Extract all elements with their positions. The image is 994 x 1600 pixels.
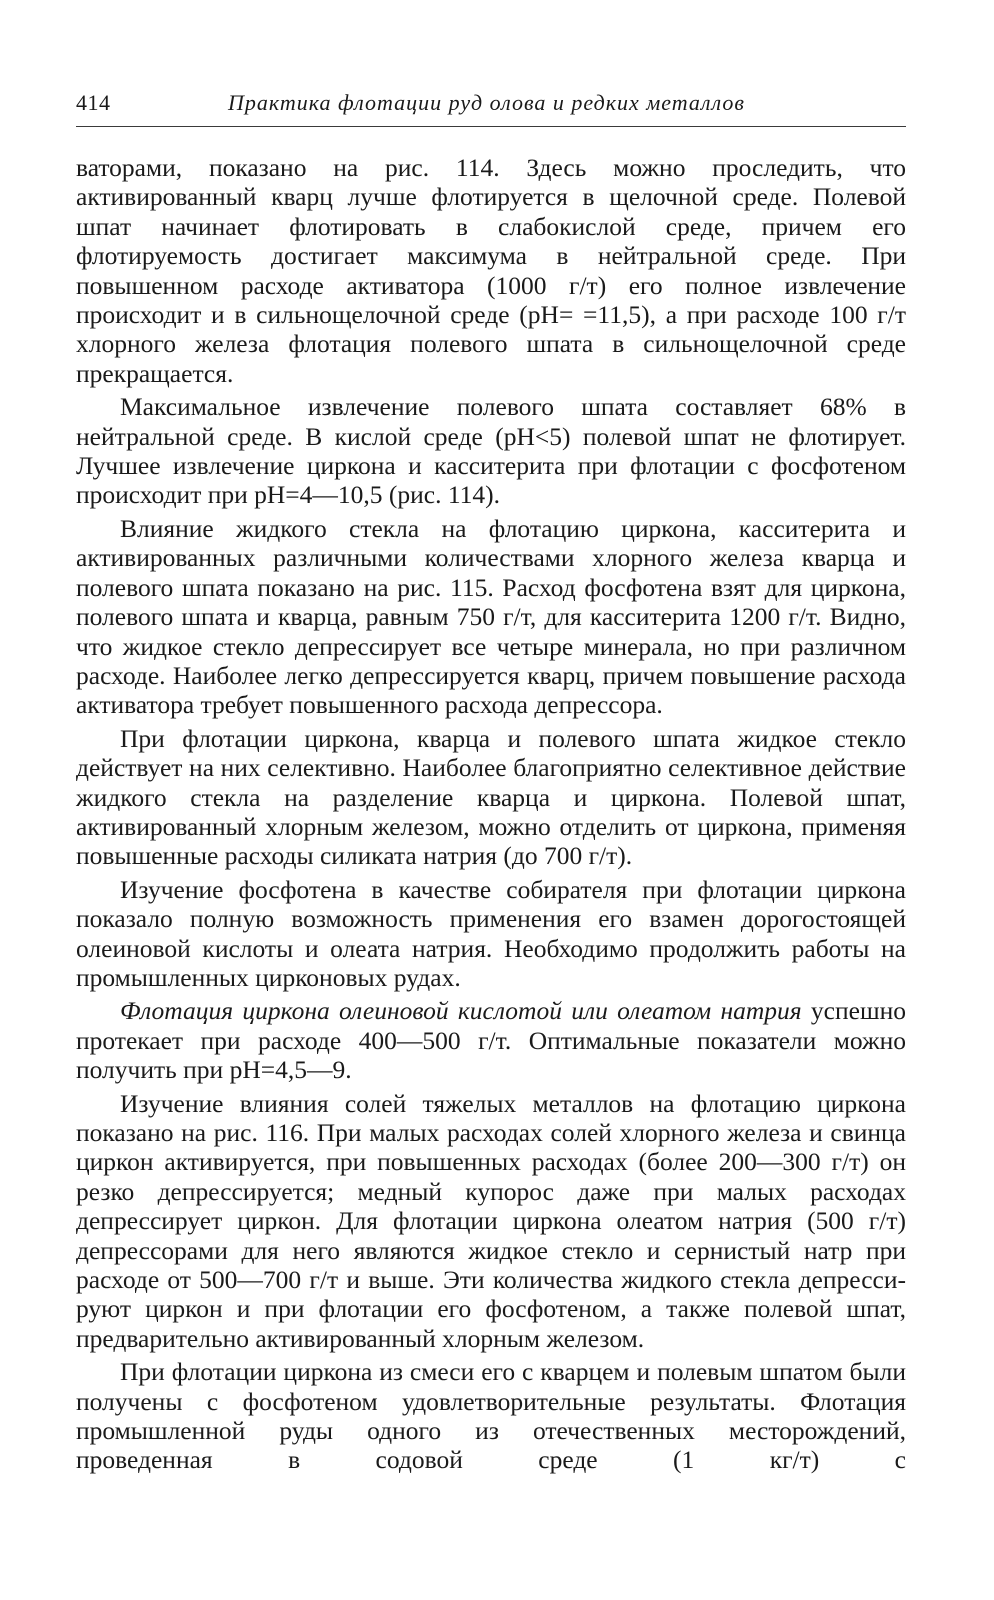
paragraph: При флотации циркона, кварца и полевого шпата жидкое стекло действует на них селективно. Наиболее благоприятно селективное действие жидкого стекла на разделение кварца и циркона. Полевой шпат, активированный хлорным железом, можно отделить от циркона, применяя повышенные расходы силиката натрия (до 700 г/т). — [76, 723, 906, 871]
paragraph: Изучение фосфотена в качестве собирателя при флотации циркона показало полную возможность применения его взамен дорогостоящей олеиновой кислоты и олеата натрия. Необходимо продолжить работы на промышленных цирконовых рудах. — [76, 874, 906, 992]
running-title: Практика флотации руд олова и редких металлов — [228, 90, 745, 115]
paragraph-continuation: успешно протекает при расходе 400—500 г/т. Оптимальные показатели можно получить при pH=4,5—9. — [76, 996, 906, 1085]
paragraph-italic-lead: Флотация циркона олеиновой кислотой или олеатом натрия — [120, 996, 802, 1026]
paragraph: ваторами, показано на рис. 114. Здесь можно проследить, что активированный кварц лучше флотируется в щелочной среде. Полевой шпат начинает флотировать в слабокислой среде, причем его флотируемость достигает максимума в нейтральной среде. При повышенном расходе активатора (1000 г/т) его полное извлечение происходит и в сильнощелочной среде (pH= =11,5), а при расходе 100 г/т хлорного железа флотация полевого шпата в сильнощелочной среде прекращается. — [76, 153, 906, 388]
body-text — [76, 153, 906, 1475]
paragraph: Максимальное извлечение полевого шпата составляет 68% в нейтральной среде. В кислой среде (pH<5) полевой шпат не флотирует. Лучшее извлечение циркона и касситерита при флотации с фосфотеном происходит при pH=4—10,5 (рис. 114). — [76, 392, 906, 510]
book-page — [76, 84, 906, 1479]
running-header — [76, 84, 906, 127]
paragraph: Влияние жидкого стекла на флотацию циркона, касситерита и активированных различными количествами хлорного железа кварца и полевого шпата показано на рис. 115. Расход фосфотена взят для циркона, полевого шпата и кварца, равным 750 г/т, для касситерита 1200 г/т. Видно, что жидкое стекло депрессирует все четыре минерала, но при различном расходе. Наиболее легко депрессируется кварц, причем повышение расхода активатора требует повышенного расхода депрессора. — [76, 513, 906, 720]
paragraph: Изучение влияния солей тяжелых металлов на флотацию циркона показано на рис. 116. При малых расходах солей хлорного железа и свинца циркон активируется, при повышенных расходах (более 200—300 г/т) он резко депрессируется; медный купорос даже при малых расходах депрессирует циркон. Для флотации циркона олеатом натрия (500 г/т) депрессорами для него являются жидкое стекло и сернистый натр при расходе от 500—700 г/т и выше. Эти количества жидкого стекла депрессируют циркон и при флотации его фосфотеном, а также полевой шпат, предварительно активированный хлорным железом. — [76, 1088, 906, 1353]
page-number: 414 — [76, 90, 111, 115]
paragraph — [76, 996, 906, 1084]
paragraph: При флотации циркона из смеси его с кварцем и полевым шпатом были получены с фосфотеном удовлетворительные результаты. Флотация промышленной руды одного из отечественных месторождений, проведенная в содовой среде (1 кг/т) с — [76, 1357, 906, 1475]
